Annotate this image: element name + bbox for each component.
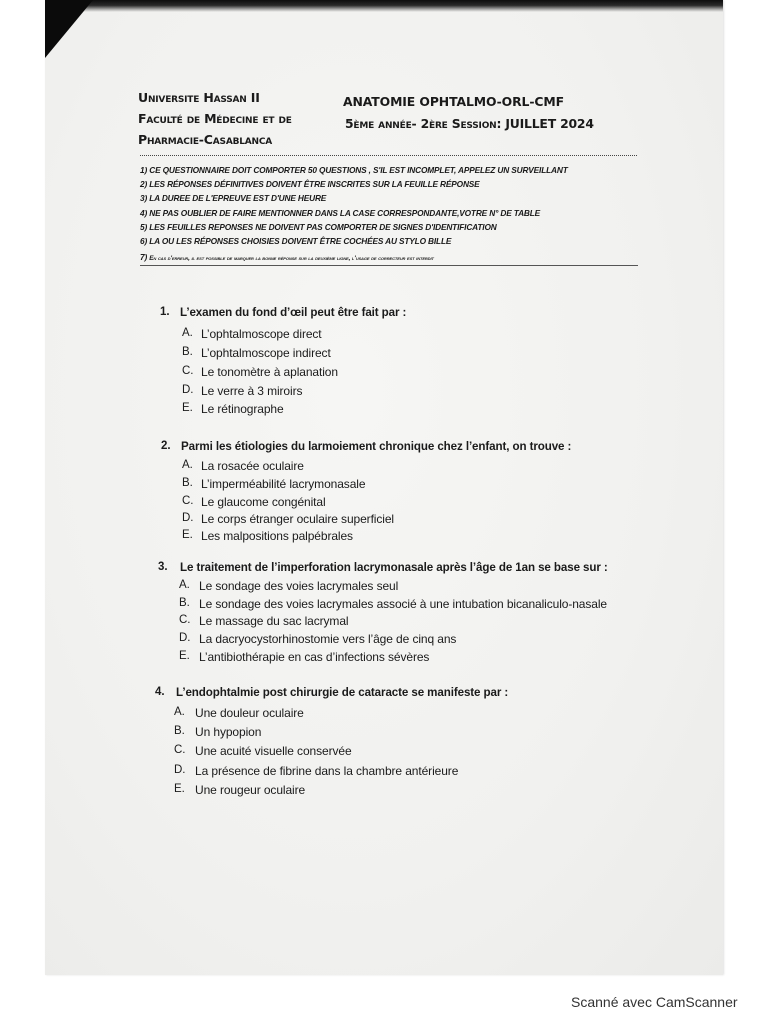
instruction-text: En cas d'erreur, il est possible de marquer la bonne réponse sur la deuxième ligne, l'usage de correcteur est interdit bbox=[149, 255, 434, 262]
instruction-5 bbox=[140, 222, 497, 232]
option-letter: E. bbox=[182, 402, 193, 414]
option-letter: B. bbox=[174, 725, 185, 737]
option-text: Le tonomètre à aplanation bbox=[201, 365, 338, 379]
option-text: Le glaucome congénital bbox=[201, 495, 326, 509]
scan-shadow-top bbox=[45, 0, 723, 12]
option-letter: D. bbox=[182, 512, 194, 524]
question-number: 3. bbox=[158, 561, 168, 573]
option-letter: B. bbox=[182, 346, 193, 358]
header-divider bbox=[140, 155, 637, 156]
question-number: 2. bbox=[161, 440, 171, 452]
option-letter: C. bbox=[182, 365, 194, 377]
option-letter: E. bbox=[182, 529, 193, 541]
option-text: Une acuité visuelle conservée bbox=[195, 744, 352, 758]
scanner-watermark: Scanné avec CamScanner bbox=[571, 994, 738, 1010]
exam-title: ANATOMIE OPHTALMO-ORL-CMF bbox=[343, 94, 564, 109]
option-letter: C. bbox=[174, 744, 186, 756]
instruction-6 bbox=[140, 236, 451, 246]
option-text: Les malpositions palpébrales bbox=[201, 529, 353, 543]
instruction-text: LA OU LES RÉPONSES CHOISIES DOIVENT ÊTRE COCHÉES AU STYLO BILLE bbox=[149, 236, 452, 246]
exam-session: 5ème année- 2ère Session: JUILLET 2024 bbox=[345, 116, 594, 131]
option-text: L’imperméabilité lacrymonasale bbox=[201, 477, 366, 491]
instruction-number: 6) bbox=[140, 236, 148, 246]
option-text: Le verre à 3 miroirs bbox=[201, 384, 303, 398]
option-text: L’antibiothérapie en cas d’infections sévères bbox=[199, 650, 430, 664]
instruction-3 bbox=[140, 193, 326, 203]
instruction-text: LA DUREE DE L'EPREUVE EST D'UNE HEURE bbox=[149, 193, 327, 203]
instruction-4 bbox=[140, 208, 540, 218]
instruction-number: 1) bbox=[140, 165, 148, 175]
question-stem: L’examen du fond d’œil peut être fait par : bbox=[180, 306, 407, 319]
faculty-name-line2: Pharmacie-Casablanca bbox=[138, 132, 273, 147]
instruction-text: NE PAS OUBLIER DE FAIRE MENTIONNER DANS LA CASE CORRESPONDANTE,VOTRE N° DE TABLE bbox=[149, 208, 541, 218]
instructions-divider bbox=[140, 265, 638, 266]
instruction-7 bbox=[140, 252, 434, 262]
question-stem: Le traitement de l’imperforation lacrymonasale après l’âge de 1an se base sur : bbox=[180, 561, 608, 574]
instruction-text: LES RÉPONSES DÉFINITIVES DOIVENT ÊTRE INSCRITES SUR LA FEUILLE RÉPONSE bbox=[149, 179, 480, 189]
instruction-number: 5) bbox=[140, 222, 148, 232]
instruction-2 bbox=[140, 179, 480, 189]
instruction-text: CE QUESTIONNAIRE DOIT COMPORTER 50 QUESTIONS , S'IL EST INCOMPLET, APPELEZ UN SURVEILLANT bbox=[149, 165, 568, 175]
option-text: La dacryocystorhinostomie vers l’âge de cinq ans bbox=[199, 632, 457, 646]
option-text: La rosacée oculaire bbox=[201, 459, 304, 473]
option-letter: C. bbox=[179, 614, 191, 626]
instruction-number: 2) bbox=[140, 179, 148, 189]
option-letter: A. bbox=[174, 706, 185, 718]
option-text: Un hypopion bbox=[195, 725, 262, 739]
option-letter: E. bbox=[174, 783, 185, 795]
question-number: 4. bbox=[155, 686, 165, 698]
option-text: L’ophtalmoscope direct bbox=[201, 327, 322, 341]
question-number: 1. bbox=[160, 306, 170, 318]
instruction-number: 7) bbox=[140, 252, 148, 262]
option-letter: D. bbox=[174, 764, 186, 776]
faculty-name-line1: Faculté de Médecine et de bbox=[138, 111, 292, 126]
institution-name: Universite Hassan II bbox=[138, 90, 260, 105]
option-text: Le rétinographe bbox=[201, 402, 284, 416]
option-text: Le sondage des voies lacrymales seul bbox=[199, 579, 399, 593]
option-text: La présence de fibrine dans la chambre antérieure bbox=[195, 764, 459, 778]
option-letter: B. bbox=[182, 477, 193, 489]
option-text: Une douleur oculaire bbox=[195, 706, 304, 720]
option-text: Le corps étranger oculaire superficiel bbox=[201, 512, 394, 526]
option-letter: A. bbox=[182, 459, 193, 471]
option-text: Une rougeur oculaire bbox=[195, 783, 306, 797]
option-letter: B. bbox=[179, 597, 190, 609]
instruction-number: 4) bbox=[140, 208, 148, 218]
option-letter: C. bbox=[182, 495, 194, 507]
instruction-1 bbox=[140, 165, 568, 175]
question-stem: Parmi les étiologies du larmoiement chronique chez l’enfant, on trouve : bbox=[181, 440, 572, 453]
option-letter: A. bbox=[182, 327, 193, 339]
option-letter: A. bbox=[179, 579, 190, 591]
option-letter: D. bbox=[179, 632, 191, 644]
option-letter: E. bbox=[179, 650, 190, 662]
question-stem: L’endophtalmie post chirurgie de cataracte se manifeste par : bbox=[176, 686, 509, 699]
instruction-number: 3) bbox=[140, 193, 148, 203]
instruction-text: LES FEUILLES REPONSES NE DOIVENT PAS COMPORTER DE SIGNES D'IDENTIFICATION bbox=[149, 222, 497, 232]
option-text: Le sondage des voies lacrymales associé à une intubation bicanaliculo-nasale bbox=[199, 597, 607, 611]
option-letter: D. bbox=[182, 384, 194, 396]
option-text: L’ophtalmoscope indirect bbox=[201, 346, 331, 360]
option-text: Le massage du sac lacrymal bbox=[199, 614, 349, 628]
